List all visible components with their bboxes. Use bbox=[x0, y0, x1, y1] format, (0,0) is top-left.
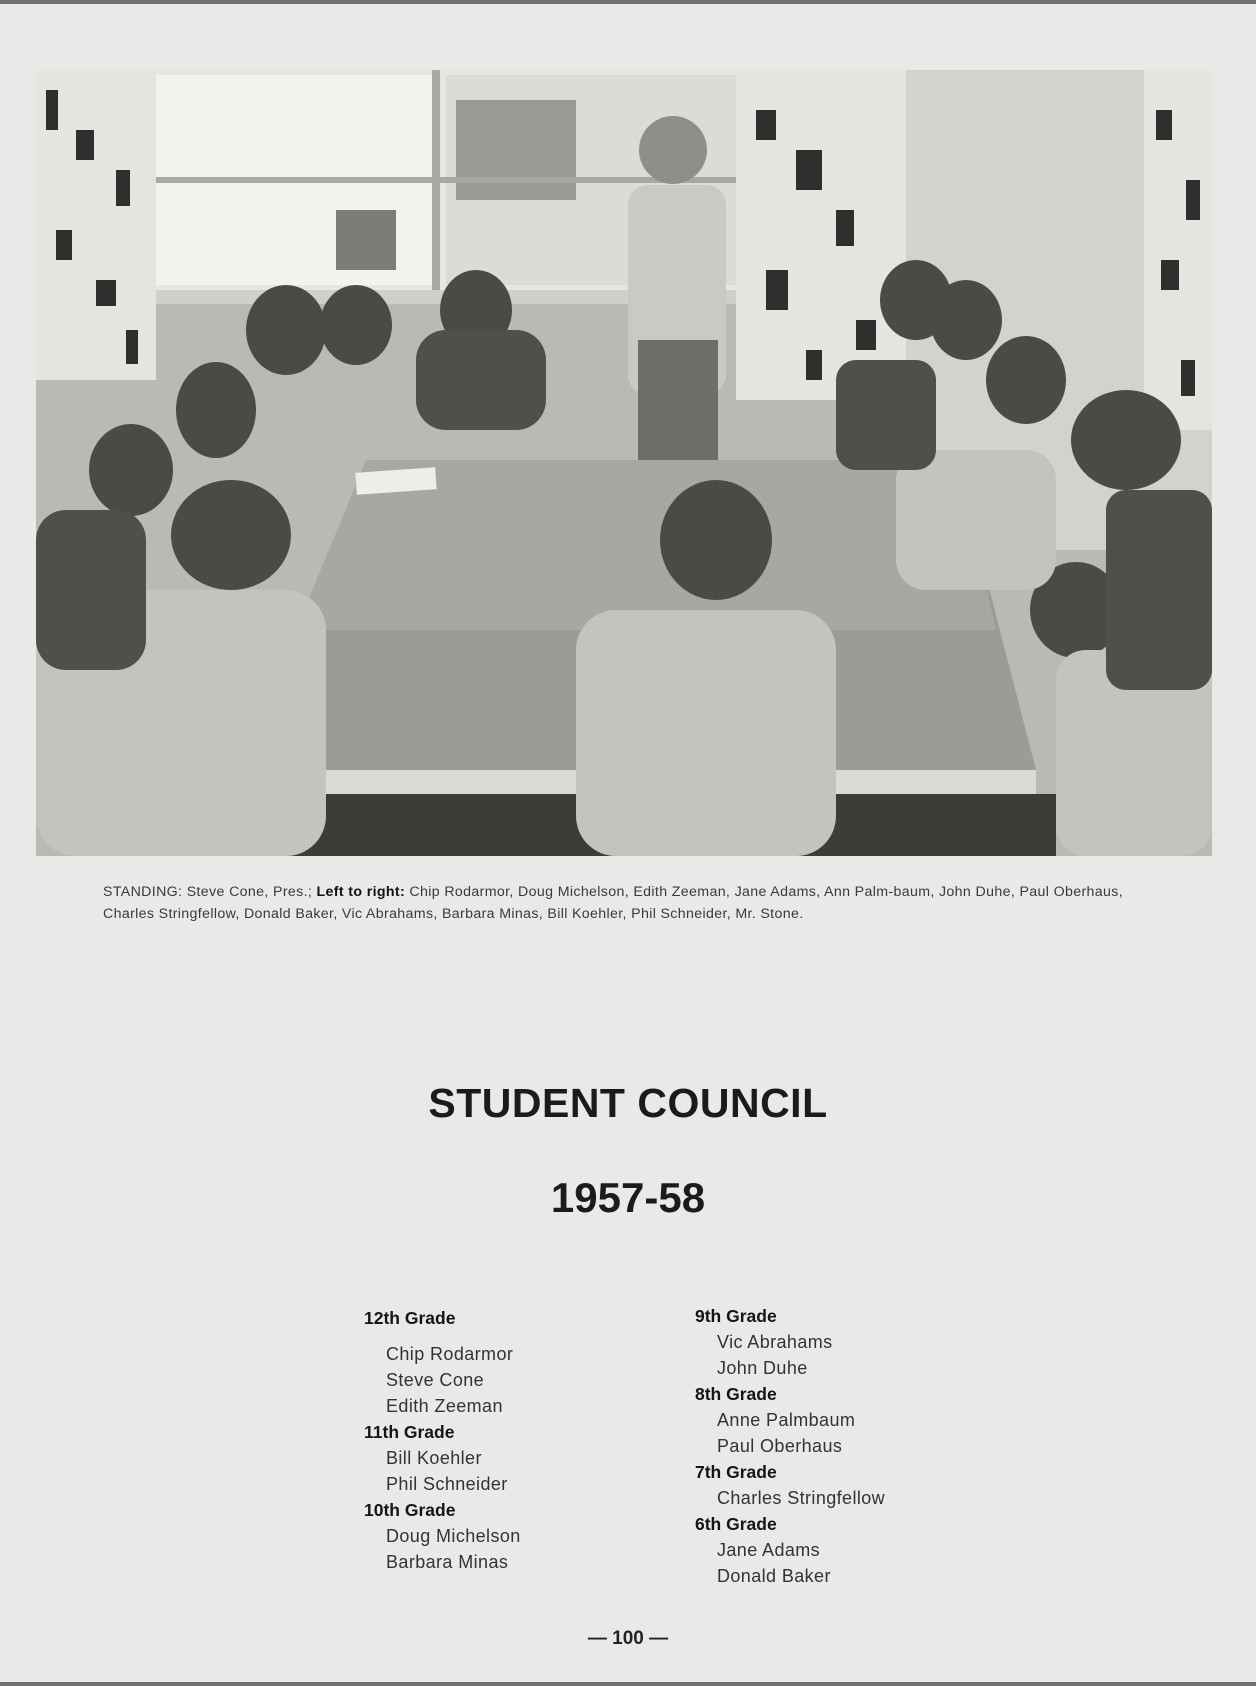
standing-label: STANDING: bbox=[103, 884, 183, 900]
grade-heading: 11th Grade bbox=[364, 1422, 455, 1442]
member-name: Steve Cone bbox=[386, 1370, 485, 1390]
member-name: Paul Oberhaus bbox=[717, 1436, 843, 1456]
photo-caption bbox=[103, 881, 1123, 925]
roster-left-column bbox=[364, 1305, 521, 1575]
member-name: Bill Koehler bbox=[386, 1448, 482, 1468]
page-number: — 100 — bbox=[587, 1628, 669, 1649]
member-name: Doug Michelson bbox=[386, 1526, 521, 1546]
top-border bbox=[0, 0, 1256, 4]
page-title: STUDENT COUNCIL bbox=[428, 1080, 828, 1126]
member-name: Anne Palmbaum bbox=[717, 1410, 856, 1430]
grade-heading: 10th Grade bbox=[364, 1500, 456, 1520]
bottom-border bbox=[0, 1682, 1256, 1686]
standing-text: Steve Cone, Pres.; bbox=[186, 884, 313, 900]
member-name: Jane Adams bbox=[717, 1540, 821, 1560]
member-name: John Duhe bbox=[717, 1358, 808, 1378]
grade-heading: 9th Grade bbox=[695, 1306, 777, 1326]
member-name: Charles Stringfellow bbox=[717, 1488, 886, 1508]
member-name: Phil Schneider bbox=[386, 1474, 508, 1494]
grade-heading: 6th Grade bbox=[695, 1514, 777, 1534]
member-name: Barbara Minas bbox=[386, 1552, 509, 1572]
caption-names: Chip Rodarmor, Doug Michelson, Edith Zeeman, Jane Adams, Ann Palm-baum, John Duhe, Paul Oberhaus, Charles Stringfellow, Donald Baker, Vic Abrahams, Barbara Minas, Bill Koehler, Phil Schneider, Mr. Stone. bbox=[103, 884, 1123, 922]
grade-heading: 8th Grade bbox=[695, 1384, 777, 1404]
roster-right-column bbox=[695, 1303, 885, 1589]
grade-heading: 7th Grade bbox=[695, 1462, 777, 1482]
member-name: Edith Zeeman bbox=[386, 1396, 503, 1416]
grade-heading: 12th Grade bbox=[364, 1308, 456, 1328]
member-name: Chip Rodarmor bbox=[386, 1344, 514, 1364]
page-year: 1957-58 bbox=[550, 1174, 706, 1221]
member-name: Donald Baker bbox=[717, 1566, 831, 1586]
order-label: Left to right: bbox=[316, 884, 406, 900]
photo-illustration bbox=[36, 70, 1212, 856]
member-name: Vic Abrahams bbox=[717, 1332, 833, 1352]
group-photo bbox=[36, 70, 1212, 856]
